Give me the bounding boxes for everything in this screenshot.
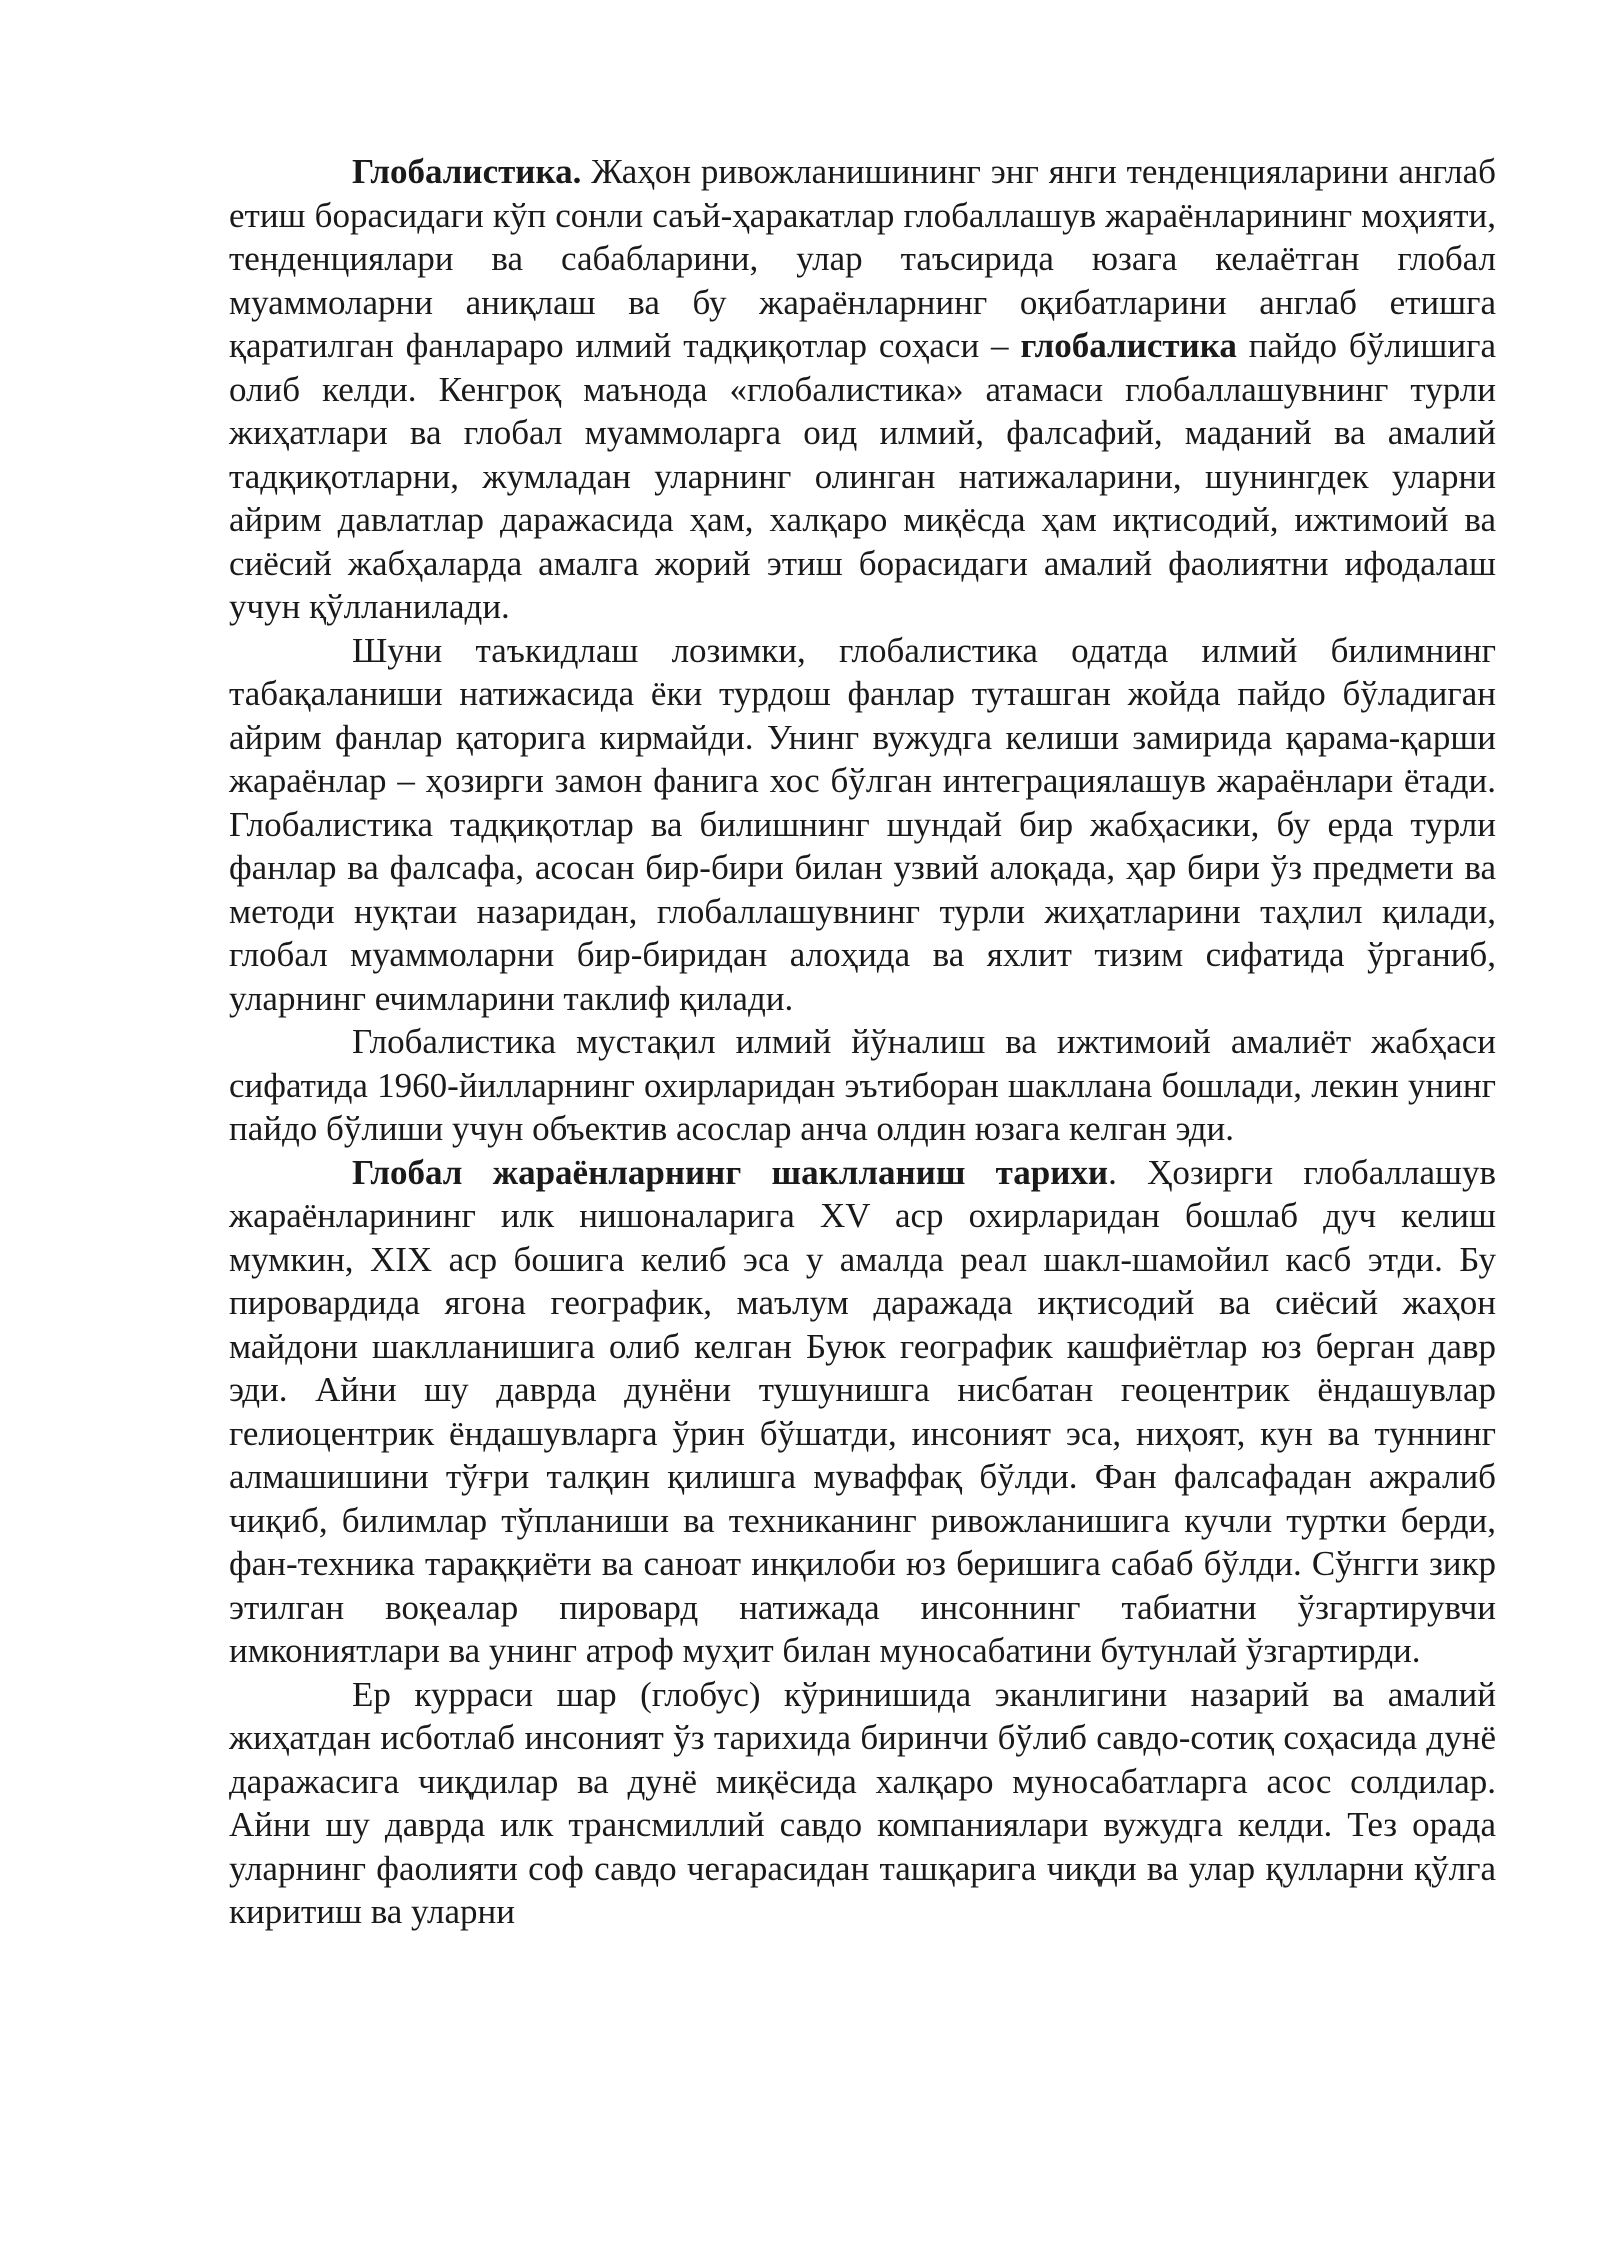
paragraph-text: . Ҳозирги глобаллашув жараёнларининг илк нишоналарига XV аср охирларидан бошлаб дуч келиш мумкин, XIX аср бошига келиб эса у амалда реал шакл-шамойил касб этди. Бу пировардида ягона географик, маълум даражада иқтисодий ва сиёсий жаҳон майдони шаклланишига олиб келган Буюк географик кашфиётлар юз берган давр эди. Айни шу даврда дунёни тушунишга нисбатан геоцентрик ёндашувлар гелиоцентрик ёндашувларга ўрин бўшатди, инсоният эса, ниҳоят, кун ва туннинг алмашишини тўғри талқин қилишга муваффақ бўлди. Фан фалсафадан ажралиб чиқиб, билимлар тўпланиши ва техниканинг ривожланишига кучли туртки берди, фан-техника тараққиёти ва саноат инқилоби юз беришига сабаб бўлди. Сўнгги зикр этилган воқеалар пировард натижада инсоннинг табиатни ўзгартирувчи имкониятлари ва унинг атроф муҳит билан муносабатини бутунлай ўзгартирди. (229, 1152, 1496, 1670)
document-page (229, 150, 1496, 1934)
paragraph-origins: Глобалистика мустақил илмий йўналиш ва ижтимоий амалиёт жабҳаси сифатида 1960-йилларнинг охирларидан эътиборан шакллана бошлади, лекин унинг пайдо бўлиши учун объектив асослар анча олдин юзага келган эди. (229, 1022, 1496, 1148)
paragraph-history (229, 1151, 1496, 1673)
paragraph-text: пайдо бўлишига олиб келди. Кенгроқ маънода «глобалистика» атамаси глобаллашувнинг турли жиҳатлари ва глобал муаммоларга оид илмий, фалсафий, маданий ва амалий тадқиқотларни, жумладан уларнинг олинган натижаларини, шунингдек уларни айрим давлатлар даражасида ҳам, халқаро миқёсда ҳам иқтисодий, ижтимоий ва сиёсий жабҳаларда амалга жорий этиш борасидаги амалий фаолиятни ифодалаш учун қўлланилади. (229, 326, 1496, 626)
paragraph-heading: Глобал жараёнларнинг шаклланиш тарихи (352, 1152, 1109, 1192)
paragraph-integration: Шуни таъкидлаш лозимки, глобалистика одатда илмий билимнинг табақаланиши натижасида ёки турдош фанлар туташган жойда пайдо бўладиган айрим фанлар қаторига кирмайди. Унинг вужудга келиши замирида қарама-қарши жараёнлар – ҳозирги замон фанига хос бўлган интеграциялашув жараёнлари ётади. Глобалистика тадқиқотлар ва билишнинг шундай бир жабҳасики, бу ерда турли фанлар ва фалсафа, асосан бир-бири билан узвий алоқада, ҳар бири ўз предмети ва методи нуқтаи назаридан, глобаллашувнинг турли жиҳатларини таҳлил қилади, глобал муаммоларни бир-биридан алоҳида ва яхлит тизим сифатида ўрганиб, уларнинг ечимларини таклиф қилади. (229, 630, 1496, 1018)
paragraph-globalistics-definition (229, 150, 1496, 629)
paragraph-globe: Ер курраси шар (глобус) кўринишида эканлигини назарий ва амалий жиҳатдан исботлаб инсоният ўз тарихида биринчи бўлиб савдо-сотиқ соҳасида дунё даражасига чиқдилар ва дунё миқёсида халқаро муносабатларга асос солдилар. Айни шу даврда илк трансмиллий савдо компаниялари вужудга келди. Тез орада уларнинг фаолияти соф савдо чегарасидан ташқарига чиқди ва улар қулларни қўлга киритиш ва уларни (229, 1674, 1496, 1931)
inline-bold-term: глобалистика (1020, 326, 1237, 365)
paragraph-heading: Глобалистика. (352, 152, 582, 191)
paragraph-text: Жаҳон ривожланишининг энг янги тенденцияларини англаб етиш борасидаги кўп сонли саъй-ҳаракатлар глобаллашув жараёнларининг моҳияти, тенденциялари ва сабабларини, улар таъсирида юзага келаётган глобал муаммоларни аниқлаш ва бу жараёнларнинг оқибатларини англаб етишга қаратилган фанлараро илмий тадқиқотлар соҳаси – (229, 152, 1496, 365)
